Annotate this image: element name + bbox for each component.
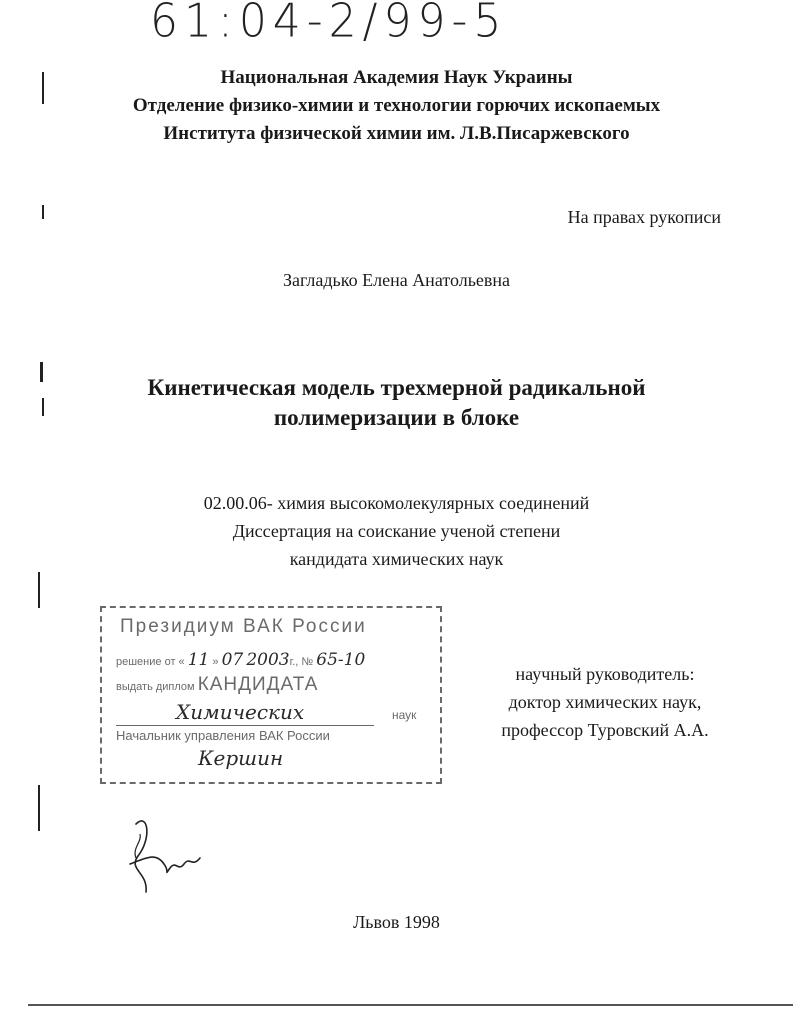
stamp-year: 2003 [246, 650, 290, 670]
stamp-signature-line [198, 746, 283, 771]
stamp-decision-prefix: решение от [116, 656, 176, 668]
thesis-title-line1: Кинетическая модель трехмерной радикальной [147, 375, 646, 400]
stamp-field-underline [116, 725, 374, 726]
stamp-degree: КАНДИДАТА [197, 674, 319, 695]
header-academy: Национальная Академия Наук Украины [220, 67, 573, 88]
stamp-year-suffix: г., № [289, 656, 314, 668]
author-name: Загладько Елена Анатольевна [282, 270, 511, 290]
stamp-award-line [116, 674, 318, 696]
header-department: Отделение физико-химии и технологии горючих ископаемых [132, 95, 661, 116]
supervisor-degree: доктор химических наук, [508, 692, 702, 712]
thesis-title-line2: полимеризации в блоке [273, 405, 520, 430]
catalog-number: 61:04-2/99-5 [150, 0, 508, 49]
degree-field: кандидата химических наук [289, 549, 504, 569]
place-year: Львов 1998 [353, 912, 440, 932]
stamp-decision-line: решение от « 11 » 07 2003г., № 65-10 [116, 650, 366, 670]
margin-mark [42, 205, 44, 219]
stamp-award-prefix: выдать диплом [116, 681, 195, 693]
stamp-field-line [176, 700, 304, 725]
stamp-field: Химических [176, 700, 305, 724]
scan-edge-line [28, 1004, 793, 1006]
specialty-code: 02.00.06- химия высокомолекулярных соединений [203, 493, 590, 513]
handwritten-signature [118, 812, 208, 898]
vak-stamp [100, 606, 442, 784]
stamp-official: Начальник управления ВАК России [116, 728, 330, 743]
stamp-signature: Кершин [198, 746, 284, 770]
supervisor-name: профессор Туровский А.А. [501, 720, 709, 740]
margin-mark [38, 785, 40, 831]
stamp-number: 65-10 [316, 650, 366, 670]
stamp-day: 11 [187, 650, 210, 670]
stamp-month: 07 [221, 650, 244, 670]
supervisor-role: научный руководитель: [515, 664, 695, 684]
margin-mark [38, 572, 40, 608]
header-institute: Института физической химии им. Л.В.Писаржевского [163, 123, 630, 144]
stamp-field-suffix: наук [392, 708, 417, 722]
stamp-heading: Президиум ВАК России [120, 616, 367, 637]
rights-note: На правах рукописи [567, 207, 721, 227]
degree-line: Диссертация на соискание ученой степени [232, 521, 561, 541]
